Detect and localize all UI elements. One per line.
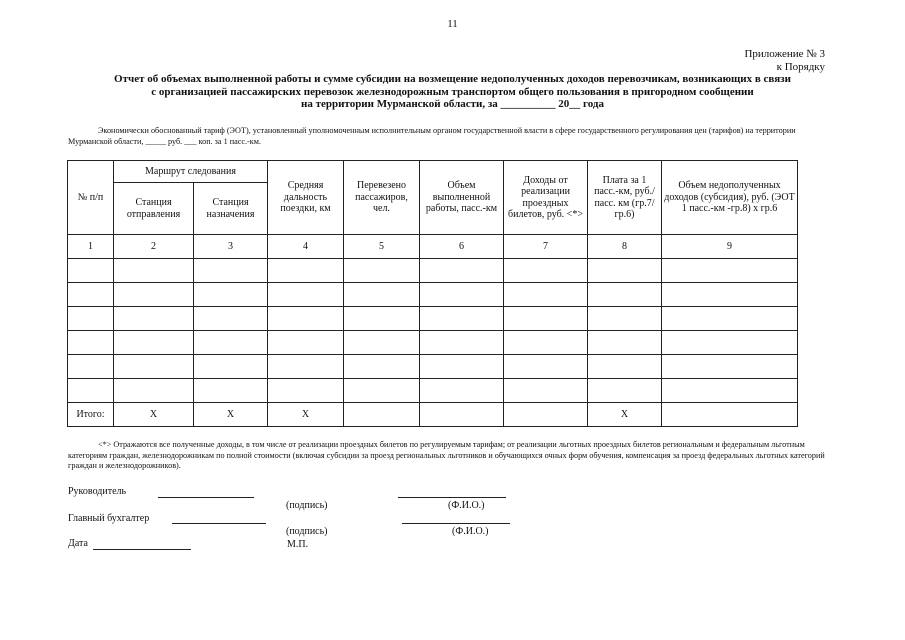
total-label: Итого: [68, 403, 114, 427]
table-cell[interactable] [194, 283, 268, 307]
table-cell[interactable] [588, 331, 662, 355]
total-cell: X [588, 403, 662, 427]
table-cell[interactable] [68, 259, 114, 283]
table-cell[interactable] [662, 259, 798, 283]
total-cell: X [114, 403, 194, 427]
column-number: 9 [662, 235, 798, 259]
report-title [80, 73, 825, 111]
appendix-note [744, 48, 825, 74]
director-label: Руководитель [68, 486, 127, 497]
table-cell[interactable] [504, 355, 588, 379]
table-row [68, 283, 798, 307]
total-cell: X [268, 403, 344, 427]
header-station-to: Станция назначения [194, 183, 268, 235]
table-cell[interactable] [588, 379, 662, 403]
table-row [68, 379, 798, 403]
table-cell[interactable] [504, 259, 588, 283]
accountant-label: Главный бухгалтер [68, 513, 150, 524]
table-cell[interactable] [268, 307, 344, 331]
director-name-hint: (Ф.И.О.) [448, 500, 485, 511]
table-cell[interactable] [588, 259, 662, 283]
table-cell[interactable] [344, 307, 420, 331]
column-number: 4 [268, 235, 344, 259]
table-cell[interactable] [68, 283, 114, 307]
table-cell[interactable] [268, 283, 344, 307]
table-cell[interactable] [344, 331, 420, 355]
table-cell[interactable] [420, 331, 504, 355]
table-row [68, 307, 798, 331]
appendix-line-2: к Порядку [776, 61, 825, 73]
table-cell[interactable] [68, 307, 114, 331]
appendix-line-1: Приложение № 3 [744, 48, 825, 60]
table-cell[interactable] [194, 259, 268, 283]
table-cell[interactable] [194, 307, 268, 331]
director-signature-line[interactable] [158, 497, 254, 498]
table-cell[interactable] [114, 283, 194, 307]
column-number: 8 [588, 235, 662, 259]
total-cell[interactable] [504, 403, 588, 427]
table-cell[interactable] [194, 331, 268, 355]
table-cell[interactable] [268, 331, 344, 355]
table-cell[interactable] [504, 307, 588, 331]
table-cell[interactable] [344, 259, 420, 283]
title-line-2: с организацией пассажирских перевозок железнодорожным транспортом общего пользования в пригородном сообщении [151, 85, 754, 98]
total-cell: X [194, 403, 268, 427]
table-cell[interactable] [344, 283, 420, 307]
table-cell[interactable] [420, 379, 504, 403]
table-cell[interactable] [68, 379, 114, 403]
accountant-signature-line[interactable] [172, 523, 266, 524]
table-cell[interactable] [504, 331, 588, 355]
accountant-name-hint: (Ф.И.О.) [452, 526, 489, 537]
table-cell[interactable] [114, 259, 194, 283]
table-row [68, 331, 798, 355]
table-cell[interactable] [68, 331, 114, 355]
footnote: <*> Отражаются все полученные доходы, в том числе от реализации проездных билетов по регулируемым тарифам; от реализации льготных проездных билетов региональным и федеральным льготным категориям граждан, железнодорожникам по полной стоимости (включая субсидии за проезд региональных льготников и обучающихся очных форм обучения, компенсация за проезд федеральных льготных категорий граждан и железнодорожников). [68, 440, 825, 470]
table-cell[interactable] [588, 355, 662, 379]
table-cell[interactable] [194, 379, 268, 403]
total-cell[interactable] [344, 403, 420, 427]
total-row [68, 403, 798, 427]
table-cell[interactable] [420, 355, 504, 379]
table-cell[interactable] [68, 355, 114, 379]
title-line-3: на территории Мурманской области, за __________ 20__ года [300, 98, 604, 110]
date-line[interactable] [93, 549, 191, 550]
total-cell[interactable] [420, 403, 504, 427]
table-cell[interactable] [344, 355, 420, 379]
header-num: № п/п [68, 161, 114, 235]
column-number: 3 [194, 235, 268, 259]
table-cell[interactable] [662, 331, 798, 355]
table-cell[interactable] [420, 283, 504, 307]
table-cell[interactable] [588, 283, 662, 307]
header-route: Маршрут следования [114, 161, 268, 183]
accountant-signature-hint: (подпись) [286, 526, 328, 537]
table-cell[interactable] [504, 379, 588, 403]
table-cell[interactable] [662, 379, 798, 403]
table-cell[interactable] [344, 379, 420, 403]
table-row [68, 259, 798, 283]
table-cell[interactable] [114, 379, 194, 403]
table-cell[interactable] [588, 307, 662, 331]
table-cell[interactable] [662, 307, 798, 331]
table-cell[interactable] [268, 259, 344, 283]
table-cell[interactable] [420, 307, 504, 331]
header-fee-per-km: Плата за 1 пасс.-км, руб./пасс. км (гр.7/гр.6) [588, 161, 662, 235]
header-work-volume: Объем выполненной работы, пасс.-км [420, 161, 504, 235]
director-name-line[interactable] [398, 497, 506, 498]
column-number: 5 [344, 235, 420, 259]
table-cell[interactable] [114, 355, 194, 379]
title-line-1: Отчет об объемах выполненной работы и сумме субсидии на возмещение недополученных доходов перевозчикам, возникающих в связи [114, 73, 791, 85]
total-cell[interactable] [662, 403, 798, 427]
column-number: 7 [504, 235, 588, 259]
table-cell[interactable] [662, 283, 798, 307]
column-number: 1 [68, 235, 114, 259]
date-label: Дата [68, 538, 88, 549]
table-cell[interactable] [114, 331, 194, 355]
accountant-name-line[interactable] [402, 523, 510, 524]
table-cell[interactable] [420, 259, 504, 283]
table-cell[interactable] [194, 355, 268, 379]
table-cell[interactable] [662, 355, 798, 379]
table-row [68, 355, 798, 379]
column-numbers-row [68, 235, 798, 259]
header-passengers: Перевезено пассажиров, чел. [344, 161, 420, 235]
header-subsidy: Объем недополученных доходов (субсидия), руб. (ЭОТ 1 пасс.-км -гр.8) x гр.6 [662, 161, 798, 235]
seal-label: М.П. [287, 539, 309, 550]
header-ticket-income: Доходы от реализации проездных билетов, руб. <*> [504, 161, 588, 235]
table-cell[interactable] [114, 307, 194, 331]
table-cell[interactable] [504, 283, 588, 307]
tariff-paragraph: Экономически обоснованный тариф (ЭОТ), установленный уполномоченным исполнительным органом государственной власти в сфере государственного регулирования цен (тарифов) на территории Мурманской области, _____ руб. ___ коп. за 1 пасс.-км. [68, 126, 796, 146]
column-number: 2 [114, 235, 194, 259]
page-number: 11 [447, 18, 458, 30]
header-avg-distance: Средняя дальность поездки, км [268, 161, 344, 235]
director-signature-hint: (подпись) [286, 500, 328, 511]
report-table [67, 160, 798, 427]
header-row-1 [68, 161, 798, 183]
table-cell[interactable] [268, 355, 344, 379]
table-cell[interactable] [268, 379, 344, 403]
header-station-from: Станция отправления [114, 183, 194, 235]
column-number: 6 [420, 235, 504, 259]
